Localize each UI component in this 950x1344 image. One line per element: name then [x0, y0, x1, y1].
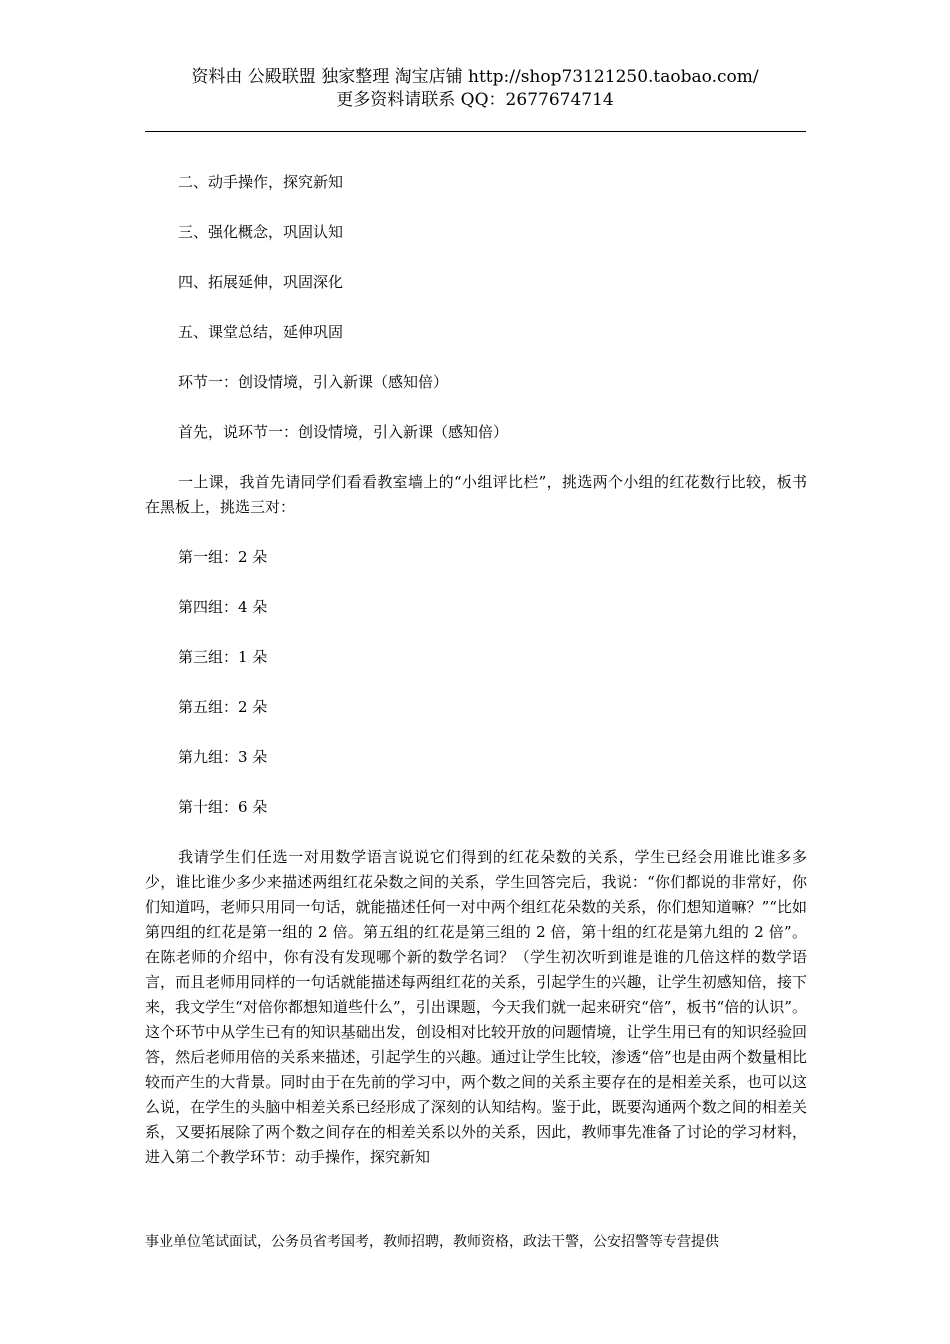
group-count-line: 第十组：6 朵 [178, 798, 268, 816]
group-count-line: 第九组：3 朵 [178, 748, 268, 766]
section-heading: 三、强化概念，巩固认知 [178, 223, 344, 241]
group-count-line: 第一组：2 朵 [178, 548, 268, 566]
section-heading: 四、拓展延伸，巩固深化 [178, 273, 344, 291]
page-header [0, 66, 950, 112]
intro-paragraph: 一上课，我首先请同学们看看教室墙上的“小组评比栏”，挑选两个小组的红花数行比较，板书在黑板上，挑选三对： [145, 473, 807, 516]
section-heading: 二、动手操作，探究新知 [178, 173, 344, 191]
group-count-line: 第四组：4 朵 [178, 598, 268, 616]
header-line-2: 更多资料请联系 QQ：2677674714 [336, 90, 614, 110]
header-line-1: 资料由 公殿联盟 独家整理 淘宝店铺 http://shop73121250.taobao.com/ [191, 67, 759, 87]
group-count-line: 第三组：1 朵 [178, 648, 268, 666]
main-paragraph: 我请学生们任选一对用数学语言说说它们得到的红花朵数的关系，学生已经会用谁比谁多多少，谁比谁少多少来描述两组红花朵数之间的关系，学生回答完后，我说：“你们都说的非常好，你们知道吗，老师只用同一句话，就能描述任何一对中两个组红花朵数的关系，你们想知道嘛？”“比如第四组的红花是第一组的 2 倍。第五组的红花是第三组的 2 倍，第十组的红花是第九组的 2 倍”。在陈老师的介绍中，你有没有发现哪个新的数学名词？（学生初次听到谁是谁的几倍这样的数学语言，而且老师用同样的一句话就能描述每两组红花的关系，引起学生的兴趣，让学生初感知倍，接下来，我文学生“对倍你都想知道些什么”，引出课题，今天我们就一起来研究“倍”，板书“倍的认识”。这个环节中从学生已有的知识基础出发，创设相对比较开放的问题情境，让学生用已有的知识经验回答，然后老师用倍的关系来描述，引起学生的兴趣。通过让学生比较，渗透“倍”也是由两个数量相比较而产生的大背景。同时由于在先前的学习中，两个数之间的关系主要存在的是相差关系，也可以这么说，在学生的头脑中相差关系已经形成了深刻的认知结构。鉴于此，既要沟通两个数之间的相差关系，又要拓展除了两个数之间存在的相差关系以外的关系，因此，教师事先准备了讨论的学习材料，进入第二个教学环节：动手操作，探究新知 [145, 848, 807, 1166]
header-divider [145, 131, 806, 132]
stage-intro-line: 首先，说环节一：创设情境，引入新课（感知倍） [178, 423, 509, 441]
section-heading: 五、课堂总结，延伸巩固 [178, 323, 344, 341]
group-count-line: 第五组：2 朵 [178, 698, 268, 716]
stage-heading: 环节一：创设情境，引入新课（感知倍） [178, 373, 449, 391]
document-body [145, 170, 807, 1170]
page-footer: 事业单位笔试面试，公务员省考国考，教师招聘，教师资格，政法干警，公安招警等专营提供 [145, 1234, 719, 1250]
